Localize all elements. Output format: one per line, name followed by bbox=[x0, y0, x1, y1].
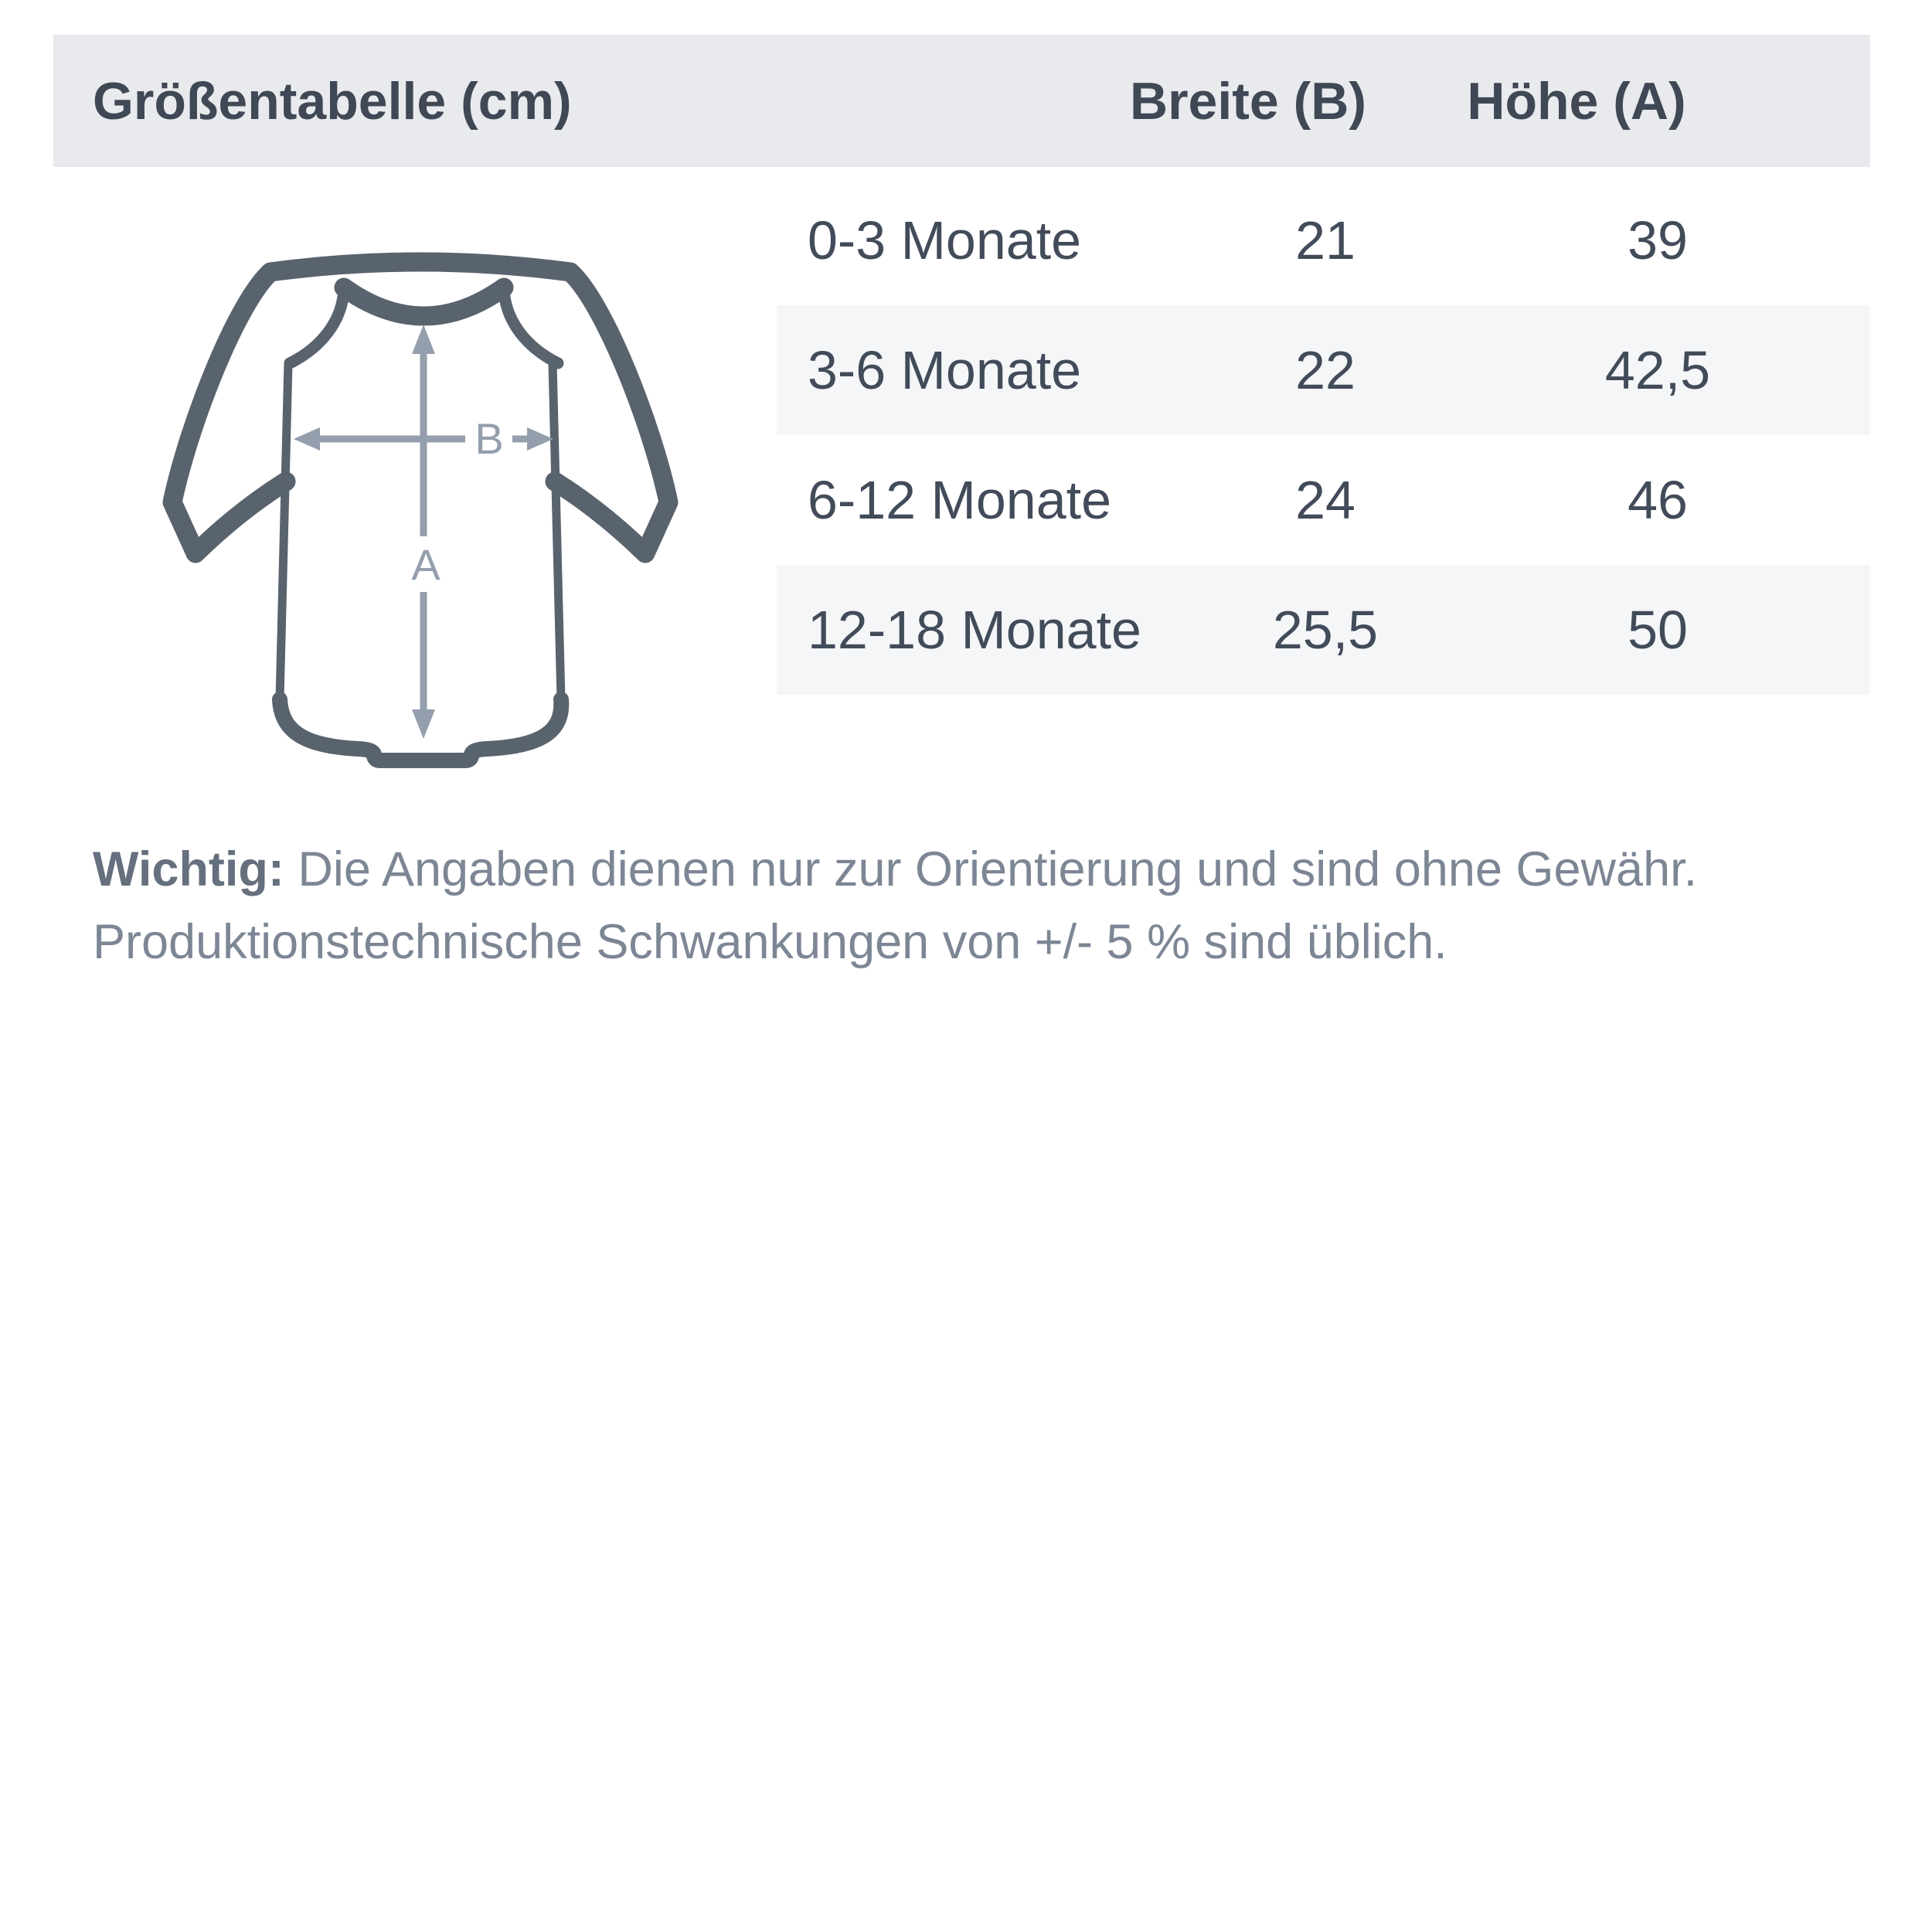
size-label: 6-12 Monate bbox=[808, 470, 1112, 530]
arrow-a-head-down bbox=[412, 709, 435, 739]
torso-seam-right bbox=[553, 363, 561, 699]
column-header-hoehe: Höhe (A) bbox=[1467, 71, 1686, 131]
table-row bbox=[777, 565, 1870, 695]
hoehe-value: 39 bbox=[1628, 210, 1688, 270]
table-row bbox=[777, 175, 1870, 305]
table-header-bar bbox=[53, 35, 1870, 167]
hoehe-value: 46 bbox=[1628, 470, 1688, 530]
disclaimer-note bbox=[93, 833, 1862, 978]
note-line-2: Produktionstechnische Schwankungen von +/- 5 % sind üblich. bbox=[93, 915, 1447, 969]
hoehe-value: 50 bbox=[1628, 600, 1688, 660]
shoulder-overlap-right bbox=[504, 289, 558, 363]
table-row bbox=[777, 305, 1870, 435]
note-line-1-text: Die Angaben dienen nur zur Orientierung und sind ohne Gewähr. bbox=[284, 842, 1698, 896]
breite-value: 24 bbox=[1295, 470, 1355, 530]
table-row bbox=[777, 435, 1870, 565]
label-a: A bbox=[411, 540, 440, 589]
label-b: B bbox=[474, 414, 504, 463]
arrow-a-head-up bbox=[412, 325, 435, 354]
measure-arrows bbox=[294, 325, 553, 739]
collar-opening bbox=[344, 287, 504, 316]
breite-value: 25,5 bbox=[1272, 600, 1379, 660]
size-label: 12-18 Monate bbox=[808, 600, 1141, 660]
arrow-b-head-right bbox=[527, 427, 553, 451]
column-header-breite: Breite (B) bbox=[1129, 71, 1367, 131]
note-lead: Wichtig: bbox=[93, 842, 284, 896]
shoulder-overlap-left bbox=[290, 289, 344, 363]
arrow-b-head-left bbox=[294, 427, 320, 451]
bodysuit-measurement-diagram bbox=[162, 247, 688, 788]
torso-seam-left bbox=[280, 363, 288, 699]
size-table bbox=[777, 175, 1870, 695]
breite-value: 21 bbox=[1295, 210, 1355, 270]
breite-value: 22 bbox=[1295, 340, 1355, 400]
note-line-1 bbox=[93, 833, 1862, 906]
chart-title: Größentabelle (cm) bbox=[93, 71, 572, 131]
size-label: 0-3 Monate bbox=[808, 210, 1082, 270]
hoehe-value: 42,5 bbox=[1604, 340, 1711, 400]
size-label: 3-6 Monate bbox=[808, 340, 1082, 400]
